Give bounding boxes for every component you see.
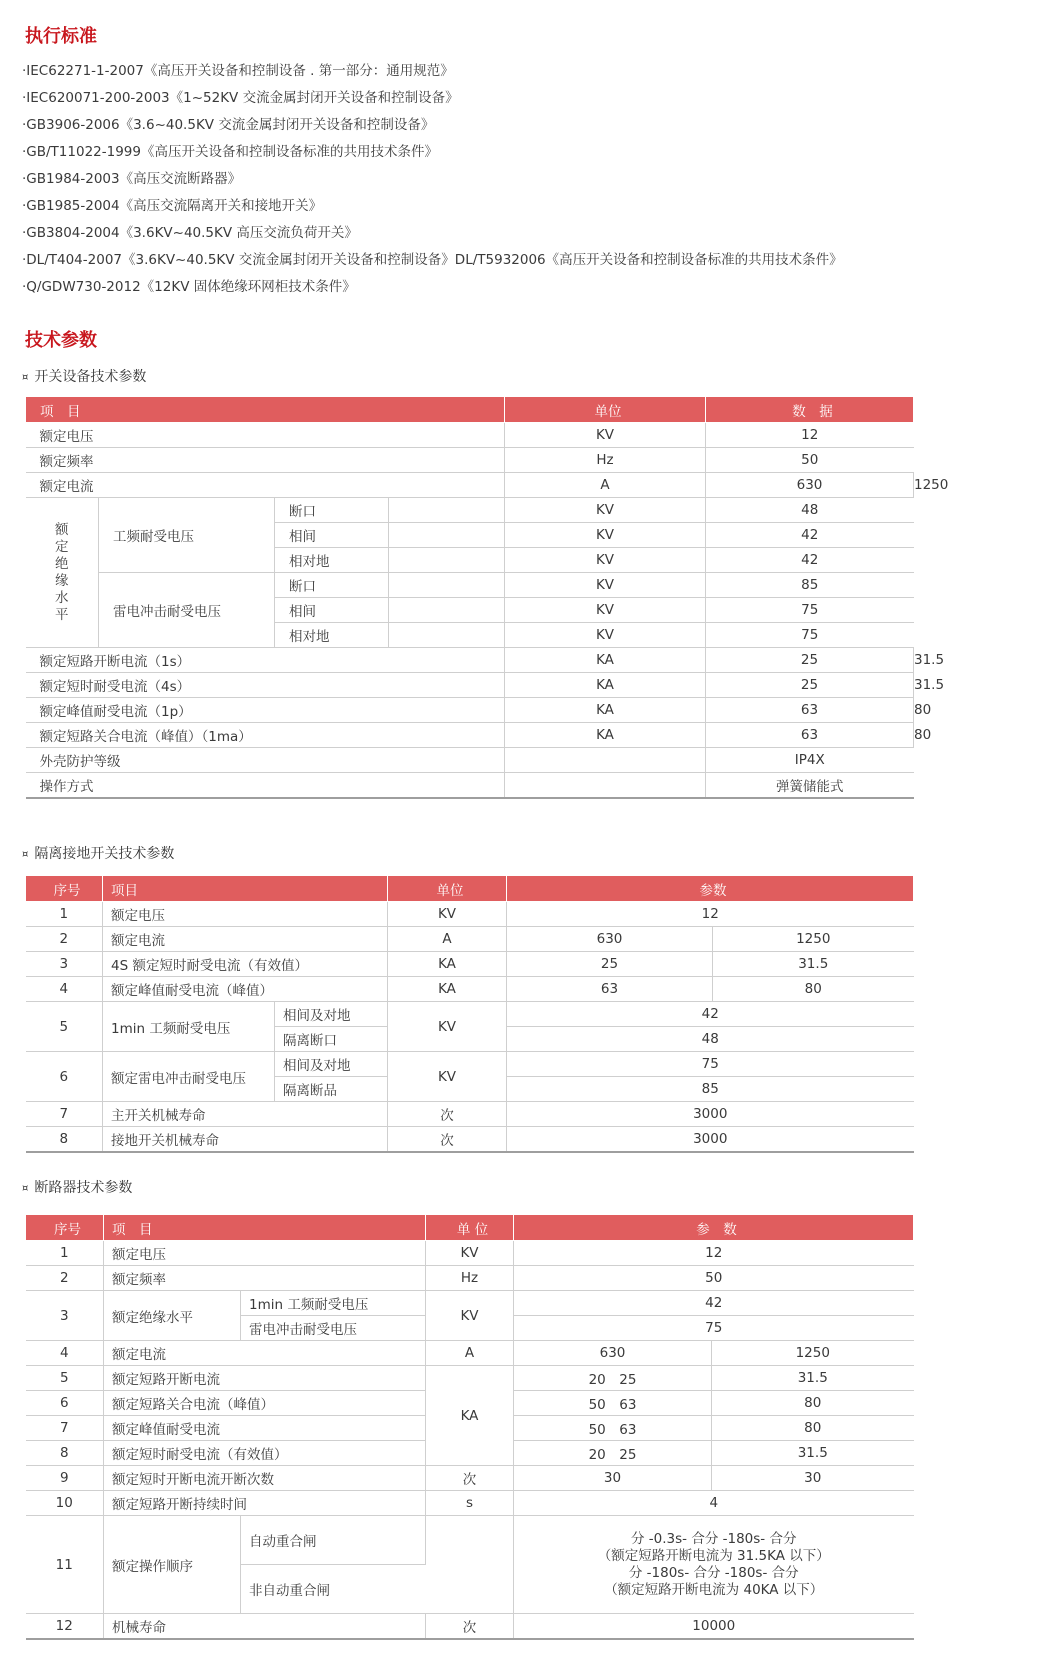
cell-sub-item: 自动重合闸	[241, 1516, 426, 1565]
cell-sub-item: 相对地	[275, 623, 389, 648]
table3-title	[22, 1177, 132, 1197]
cell-item: 机械寿命	[104, 1614, 426, 1640]
standard-item: ·GB1985-2004《高压交流隔离开关和接地开关》	[22, 198, 323, 214]
cell-unit: KV	[505, 423, 706, 448]
cell-value: 1250	[713, 927, 914, 952]
table3-title-text: 断路器技术参数	[34, 1180, 133, 1196]
table-row	[26, 1491, 914, 1516]
cell-value: 30	[712, 1466, 914, 1491]
cell-no: 1	[26, 1241, 104, 1266]
table-row	[26, 1614, 914, 1640]
cell-unit: KV	[505, 498, 706, 523]
standard-item: ·DL/T404-2007《3.6KV~40.5KV 交流金属封闭开关设备和控制设备》DL/T5932006《高压开关设备和控制设备标准的共用技术条件》	[22, 252, 843, 268]
cell-sub-item: 隔离断品	[275, 1077, 388, 1102]
cell-value: 63	[507, 977, 713, 1002]
table-row: 额定电流 A 630 1250	[26, 473, 914, 498]
cell-item: 额定电压	[104, 1241, 426, 1266]
cell-value: 85	[507, 1077, 914, 1102]
cell-no: 1	[26, 902, 103, 927]
cell-no: 7	[26, 1416, 104, 1441]
table-row	[26, 902, 914, 927]
cell-unit: A	[426, 1341, 514, 1366]
col-header-unit: 单位	[388, 876, 507, 902]
cell-value: 63	[706, 723, 914, 748]
table1-title	[22, 366, 146, 386]
cell-value: 25	[706, 648, 914, 673]
cell-value: 80	[713, 977, 914, 1002]
cell-item: 额定短路开断电流（1s）	[26, 648, 505, 673]
standard-item: ·GB3906-2006《3.6~40.5KV 交流金属封闭开关设备和控制设备》	[22, 117, 435, 133]
cell-sub-item: 断口	[275, 498, 389, 523]
cell-value: 48	[706, 498, 914, 523]
cell-sub-item: 相间及对地	[275, 1002, 388, 1027]
bullet-marker-icon: ¤	[22, 372, 29, 383]
cell-value: 30	[514, 1466, 712, 1491]
col-header-item: 项 目	[26, 397, 505, 423]
cell-value: 42	[706, 548, 914, 573]
standard-item: ·IEC62271-1-2007《高压开关设备和控制设备 . 第一部分：通用规范》	[22, 63, 454, 79]
cell-unit: KA	[426, 1366, 514, 1466]
cell-value: 48	[507, 1027, 914, 1052]
cell-value: 12	[706, 423, 914, 448]
col-header-unit: 单位	[505, 397, 706, 423]
col-header-no: 序号	[26, 1215, 104, 1241]
cell-power-freq-voltage: 工频耐受电压	[99, 498, 275, 573]
cell-unit	[505, 773, 706, 799]
cell-unit: KV	[388, 1002, 507, 1052]
cell-item: 额定短时耐受电流（4s）	[26, 673, 505, 698]
cell-value: 80	[712, 1391, 914, 1416]
cell-sub-item: 相间	[275, 598, 389, 623]
table-row	[26, 1516, 914, 1565]
cell-unit: KV	[426, 1291, 514, 1341]
cell-no: 11	[26, 1516, 104, 1614]
table-row	[26, 423, 914, 448]
cell-no: 3	[26, 952, 103, 977]
col-header-data: 数 据	[706, 397, 914, 423]
cell-no: 5	[26, 1002, 103, 1052]
cell-item: 接地开关机械寿命	[103, 1127, 388, 1153]
cell-value: 75	[514, 1316, 914, 1341]
cell-item: 额定频率	[26, 448, 505, 473]
cell-unit: KA	[388, 977, 507, 1002]
cell-unit: KA	[505, 648, 706, 673]
cell-sub-item: 相对地	[275, 548, 389, 573]
cell-no: 7	[26, 1102, 103, 1127]
table-row	[26, 1466, 914, 1491]
cell-item: 外壳防护等级	[26, 748, 505, 773]
cell-value: 弹簧储能式	[706, 773, 914, 799]
cell-value: 31.5	[712, 1441, 914, 1466]
cell-item: 额定操作顺序	[104, 1516, 241, 1614]
cell-item: 额定短路关合电流（峰值）	[104, 1391, 426, 1416]
cell-value: 1250	[712, 1341, 914, 1366]
table-row	[26, 1052, 914, 1077]
cell-value: 85	[706, 573, 914, 598]
sequence-line: （额定短路开断电流为 40KA 以下）	[604, 1581, 824, 1598]
cell-unit: KA	[505, 673, 706, 698]
cell-value: 4	[514, 1491, 914, 1516]
cell-unit: KV	[426, 1241, 514, 1266]
table2-title	[22, 843, 174, 863]
table-row	[26, 748, 914, 773]
cell-item: 额定雷电冲击耐受电压	[103, 1052, 275, 1102]
standard-item: ·GB3804-2004《3.6KV~40.5KV 高压交流负荷开关》	[22, 225, 358, 241]
cell-item: 额定电流	[103, 927, 388, 952]
cell-value: 630	[507, 927, 713, 952]
cell-value: 31.5	[712, 1366, 914, 1391]
cell-sub-item: 1min 工频耐受电压	[241, 1291, 426, 1316]
table-row	[26, 1241, 914, 1266]
cell-no: 2	[26, 1266, 104, 1291]
cell-operation-sequence	[514, 1516, 914, 1614]
standard-item: ·IEC620071-200-2003《1~52KV 交流金属封闭开关设备和控制设备》	[22, 90, 459, 106]
cell-value: 42	[706, 523, 914, 548]
cell-unit: KV	[505, 523, 706, 548]
cell-item: 额定频率	[104, 1266, 426, 1291]
cell-value: 50	[514, 1266, 914, 1291]
cell-value: 20 25	[514, 1441, 712, 1466]
cell-value: 25	[507, 952, 713, 977]
col-header-item: 项 目	[104, 1215, 426, 1241]
sequence-line: 分 -180s- 合分 -180s- 合分	[628, 1564, 799, 1581]
table-row	[26, 1366, 914, 1391]
sequence-line: 分 -0.3s- 合分 -180s- 合分	[631, 1530, 797, 1547]
cell-item: 额定短路开断持续时间	[104, 1491, 426, 1516]
params-heading: 技术参数	[25, 330, 97, 351]
cell-no: 8	[26, 1127, 103, 1153]
cell-no: 8	[26, 1441, 104, 1466]
cell-sub-item: 相间及对地	[275, 1052, 388, 1077]
cell-unit: KA	[505, 723, 706, 748]
cell-unit: KV	[505, 598, 706, 623]
cell-value: 12	[514, 1241, 914, 1266]
cell-item: 额定电流	[104, 1341, 426, 1366]
cell-unit: 次	[388, 1127, 507, 1153]
cell-lightning-voltage: 雷电冲击耐受电压	[99, 573, 275, 648]
cell-unit: Hz	[505, 448, 706, 473]
cell-value: 50	[706, 448, 914, 473]
table-row	[26, 1127, 914, 1153]
sequence-line: （额定短路开断电流为 31.5KA 以下）	[597, 1547, 830, 1564]
cell-no: 4	[26, 977, 103, 1002]
standard-item: ·Q/GDW730-2012《12KV 固体绝缘环网柜技术条件》	[22, 279, 356, 295]
cell-value: 50 63	[514, 1416, 712, 1441]
table-row	[26, 1102, 914, 1127]
cell-value: 10000	[514, 1614, 914, 1640]
cell-value: 75	[706, 598, 914, 623]
cell-no: 6	[26, 1391, 104, 1416]
table1-title-text: 开关设备技术参数	[34, 369, 147, 385]
cell-value: IP4X	[706, 748, 914, 773]
table-row	[26, 448, 914, 473]
cell-unit: s	[426, 1491, 514, 1516]
cell-value: 63	[706, 698, 914, 723]
cell-unit: KV	[505, 623, 706, 648]
cell-item: 额定电流	[26, 473, 505, 498]
cell-item: 操作方式	[26, 773, 505, 799]
cell-unit: KA	[388, 952, 507, 977]
table-row	[26, 1341, 914, 1366]
table-row: 额定短时耐受电流（4s） KA 25 31.5	[26, 673, 914, 698]
cell-no: 10	[26, 1491, 104, 1516]
cell-item: 额定电压	[26, 423, 505, 448]
cell-value: 75	[706, 623, 914, 648]
col-header-params: 参数	[507, 876, 914, 902]
cell-value: 31.5	[713, 952, 914, 977]
cell-sub-item: 断口	[275, 573, 389, 598]
table-row	[26, 573, 914, 598]
cell-value: 80	[712, 1416, 914, 1441]
table-row	[26, 1291, 914, 1316]
cell-item: 主开关机械寿命	[103, 1102, 388, 1127]
bullet-marker-icon: ¤	[22, 1183, 29, 1194]
cell-unit: A	[388, 927, 507, 952]
cell-value: 50 63	[514, 1391, 712, 1416]
table-row: 额定峰值耐受电流（1p） KA 63 80	[26, 698, 914, 723]
cell-value: 3000	[507, 1127, 914, 1153]
cell-value: 75	[507, 1052, 914, 1077]
cell-no: 3	[26, 1291, 104, 1341]
isolating-switch-params-table	[25, 876, 914, 1153]
cell-unit: KV	[388, 902, 507, 927]
cell-value: 42	[514, 1291, 914, 1316]
table-row: 额定短路开断电流（1s） KA 25 31.5	[26, 648, 914, 673]
cell-value: 25	[706, 673, 914, 698]
table-row	[26, 1002, 914, 1027]
cell-item: 额定峰值耐受电流（峰值）	[103, 977, 388, 1002]
cell-value: 20 25	[514, 1366, 712, 1391]
cell-item: 额定短时耐受电流（有效值）	[104, 1441, 426, 1466]
cell-item: 额定短路关合电流（峰值）（1ma）	[26, 723, 505, 748]
cell-sub-item: 非自动重合闸	[241, 1565, 426, 1614]
standards-list	[22, 58, 843, 301]
cell-no: 12	[26, 1614, 104, 1640]
cell-unit: A	[505, 473, 706, 498]
table-row	[26, 977, 914, 1002]
cell-no: 9	[26, 1466, 104, 1491]
cell-sub-item: 相间	[275, 523, 389, 548]
cell-value: 12	[507, 902, 914, 927]
table-row	[26, 498, 914, 523]
col-header-no: 序号	[26, 876, 103, 902]
cell-sub-item: 隔离断口	[275, 1027, 388, 1052]
table-row: 额定短路关合电流（峰值）（1ma） KA 63 80	[26, 723, 914, 748]
col-header-item: 项目	[103, 876, 388, 902]
cell-value: 3000	[507, 1102, 914, 1127]
bullet-marker-icon: ¤	[22, 849, 29, 860]
cell-unit: KV	[505, 573, 706, 598]
table2-title-text: 隔离接地开关技术参数	[34, 846, 175, 862]
standard-item: ·GB1984-2003《高压交流断路器》	[22, 171, 242, 187]
col-header-unit: 单 位	[426, 1215, 514, 1241]
cell-item: 额定短路开断电流	[104, 1366, 426, 1391]
cell-item: 1min 工频耐受电压	[103, 1002, 275, 1052]
standards-heading: 执行标准	[25, 26, 97, 47]
switchgear-params-table	[25, 397, 949, 799]
cell-unit	[505, 748, 706, 773]
cell-unit: 次	[388, 1102, 507, 1127]
table-row	[26, 952, 914, 977]
standard-item: ·GB/T11022-1999《高压开关设备和控制设备标准的共用技术条件》	[22, 144, 438, 160]
col-header-params: 参 数	[514, 1215, 914, 1241]
circuit-breaker-params-table	[25, 1215, 914, 1640]
table-row	[26, 927, 914, 952]
cell-insulation-level: 额 定 绝 缘 水 平	[26, 498, 99, 648]
cell-item: 额定短时开断电流开断次数	[104, 1466, 426, 1491]
cell-item: 额定电压	[103, 902, 388, 927]
cell-value: 630	[706, 473, 914, 498]
cell-value: 42	[507, 1002, 914, 1027]
cell-item: 4S 额定短时耐受电流（有效值）	[103, 952, 388, 977]
cell-no: 2	[26, 927, 103, 952]
cell-unit: 次	[426, 1466, 514, 1491]
cell-unit: 次	[426, 1614, 514, 1640]
cell-item: 额定绝缘水平	[104, 1291, 241, 1341]
cell-item: 额定峰值耐受电流（1p）	[26, 698, 505, 723]
cell-unit: KA	[505, 698, 706, 723]
cell-unit: KV	[505, 548, 706, 573]
cell-item: 额定峰值耐受电流	[104, 1416, 426, 1441]
cell-no: 6	[26, 1052, 103, 1102]
cell-value: 630	[514, 1341, 712, 1366]
cell-sub-item: 雷电冲击耐受电压	[241, 1316, 426, 1341]
cell-unit: KV	[388, 1052, 507, 1102]
cell-unit: Hz	[426, 1266, 514, 1291]
cell-no: 4	[26, 1341, 104, 1366]
table-row	[26, 773, 914, 799]
table-row	[26, 1266, 914, 1291]
cell-no: 5	[26, 1366, 104, 1391]
